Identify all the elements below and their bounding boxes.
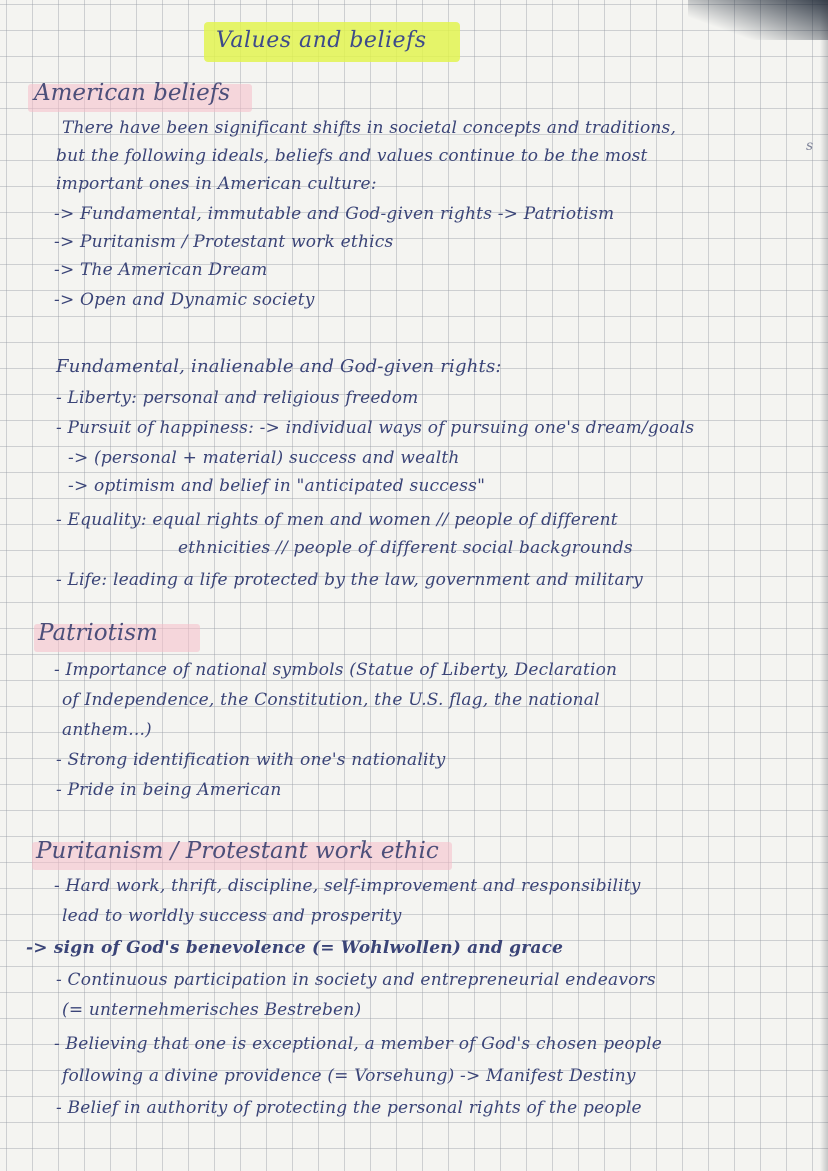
list-item: -> Open and Dynamic society	[54, 290, 315, 310]
list-item: - Belief in authority of protecting the personal rights of the people	[56, 1098, 642, 1118]
list-item: - Importance of national symbols (Statue of Liberty, Declaration	[54, 660, 618, 680]
heading-text: Patriotism	[38, 620, 158, 646]
list-item: -> (personal + material) success and wealth	[68, 448, 460, 468]
heading-puritanism	[36, 838, 439, 864]
list-item: - Pride in being American	[56, 780, 282, 800]
intro-line: important ones in American culture:	[56, 174, 377, 194]
list-item: - Believing that one is exceptional, a member of God's chosen people	[54, 1034, 662, 1054]
page-title-highlight	[204, 22, 460, 62]
list-item: -> sign of God's benevolence (= Wohlwollen) and grace	[26, 938, 564, 958]
subheading-rights: Fundamental, inalienable and God-given rights:	[56, 356, 502, 377]
list-item: - Equality: equal rights of men and women // people of different	[56, 510, 618, 530]
list-item: anthem...)	[62, 720, 152, 740]
list-item: - Hard work, thrift, discipline, self-improvement and responsibility	[54, 876, 641, 896]
list-item: -> optimism and belief in "anticipated success"	[68, 476, 486, 496]
list-item: - Pursuit of happiness: -> individual ways of pursuing one's dream/goals	[56, 418, 695, 438]
list-item: following a divine providence (= Vorsehung) -> Manifest Destiny	[62, 1066, 636, 1086]
list-item: lead to worldly success and prosperity	[62, 906, 402, 926]
list-item: - Continuous participation in society and entrepreneurial endeavors	[56, 970, 656, 990]
page-title: Values and beliefs	[216, 28, 427, 53]
list-item: - Strong identification with one's nationality	[56, 750, 446, 770]
list-item: (= unternehmerisches Bestreben)	[62, 1000, 362, 1020]
intro-line: but the following ideals, beliefs and values continue to be the most	[56, 146, 648, 166]
list-item: -> Fundamental, immutable and God-given rights -> Patriotism	[54, 204, 615, 224]
heading-american-beliefs	[34, 80, 230, 106]
list-item: - Liberty: personal and religious freedom	[56, 388, 419, 408]
page-corner-shadow	[688, 0, 828, 40]
page-edge-shadow	[820, 0, 828, 1171]
list-item: of Independence, the Constitution, the U.S. flag, the national	[62, 690, 600, 710]
heading-patriotism	[38, 620, 158, 646]
intro-line: There have been significant shifts in societal concepts and traditions,	[62, 118, 677, 138]
list-item: -> The American Dream	[54, 260, 268, 280]
list-item: - Life: leading a life protected by the law, government and military	[56, 570, 643, 590]
list-item: ethnicities // people of different social backgrounds	[178, 538, 633, 558]
margin-mark: s	[806, 138, 814, 154]
heading-text: Puritanism / Protestant work ethic	[36, 838, 439, 864]
list-item: -> Puritanism / Protestant work ethics	[54, 232, 394, 252]
heading-text: American beliefs	[34, 80, 231, 106]
